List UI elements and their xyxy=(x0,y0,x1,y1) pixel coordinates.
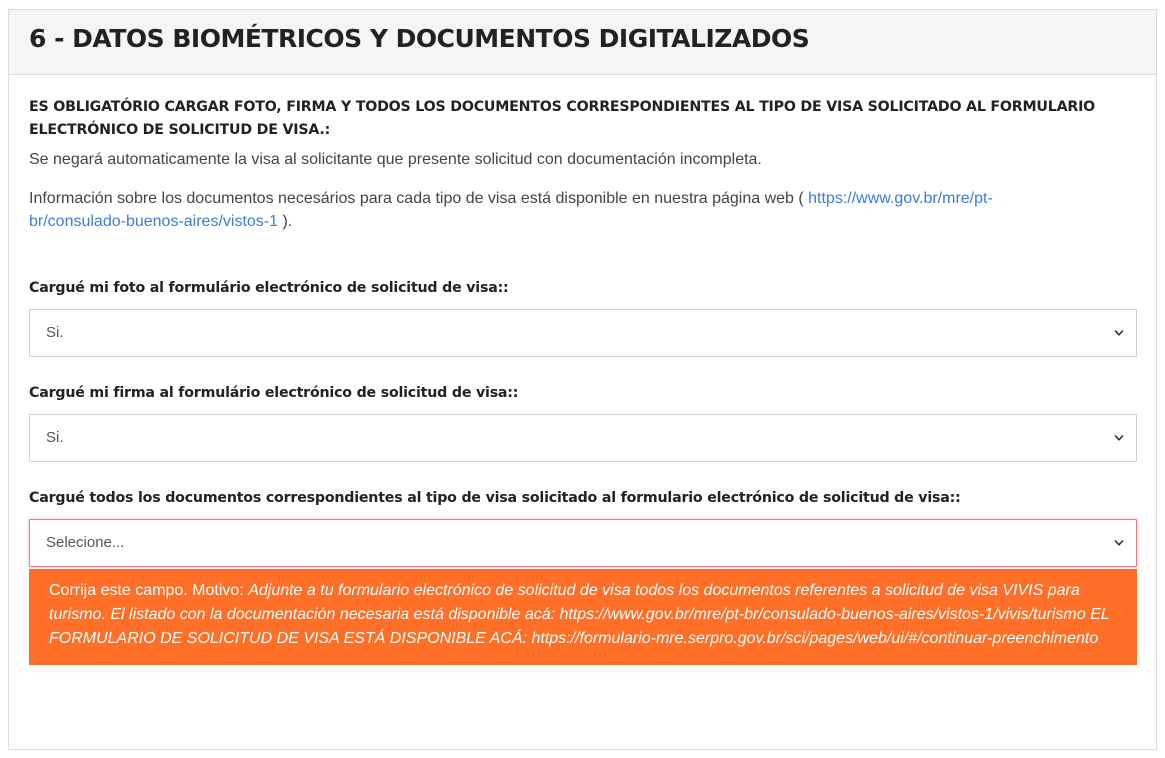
documents-select-value: Selecione... xyxy=(46,534,125,551)
chevron-down-icon xyxy=(1114,328,1124,338)
photo-select-value: Si. xyxy=(46,324,64,341)
photo-field-label: Cargué mi foto al formulário electrónico de solicitud de visa:: xyxy=(29,280,509,296)
section-header xyxy=(9,10,1156,75)
section-body xyxy=(9,75,1156,665)
chevron-down-icon xyxy=(1114,538,1124,548)
biometrics-section-panel xyxy=(8,9,1157,750)
signature-field-label: Cargué mi firma al formulário electrónico de solicitud de visa:: xyxy=(29,385,519,401)
consulate-visa-link[interactable]: https://www.gov.br/mre/pt-br/consulado-buenos-aires/vistos-1 xyxy=(29,190,993,230)
documents-select[interactable] xyxy=(29,519,1137,567)
documents-info-suffix: ). xyxy=(278,213,293,230)
section-title: 6 - DATOS BIOMÉTRICOS Y DOCUMENTOS DIGITALIZADOS xyxy=(29,24,810,53)
denial-warning-text: Se negará automaticamente la visa al solicitante que presente solicitud con documentación incompleta. xyxy=(29,151,762,168)
documents-info-prefix: Información sobre los documentos necesários para cada tipo de visa está disponible en nuestra página web ( xyxy=(29,190,809,207)
documents-error-message xyxy=(29,569,1137,665)
error-reason: Adjunte a tu formulario electrónico de solicitud de visa todos los documentos referentes a solicitud de visa VIVIS para turismo. El listado con la documentación necesaria está disponible acá: https://www.gov.br/mre/pt-br/consulado-buenos-aires/vistos-1/vivis/turismo EL FORMULARIO DE SOLICITUD DE VISA ESTÁ DISPONIBLE ACÁ: https://formulario-mre.serpro.gov.br/sci/pages/web/ui/#/continuar-preenchimento xyxy=(49,582,1110,647)
documents-info-text xyxy=(29,187,1069,233)
signature-select[interactable] xyxy=(29,414,1137,462)
error-prefix: Corrija este campo. Motivo: xyxy=(49,582,249,599)
mandatory-notice-title: ES OBLIGATÓRIO CARGAR FOTO, FIRMA Y TODOS LOS DOCUMENTOS CORRESPONDIENTES AL TIPO DE VISA SOLICITADO AL FORMULARIO ELECTRÓNICO DE SOLICITUD DE VISA.: xyxy=(29,99,1096,138)
photo-select[interactable] xyxy=(29,309,1137,357)
chevron-down-icon xyxy=(1114,433,1124,443)
signature-select-value: Si. xyxy=(46,429,64,446)
documents-field-label: Cargué todos los documentos correspondientes al tipo de visa solicitado al formulario electrónico de solicitud de visa:: xyxy=(29,490,961,506)
